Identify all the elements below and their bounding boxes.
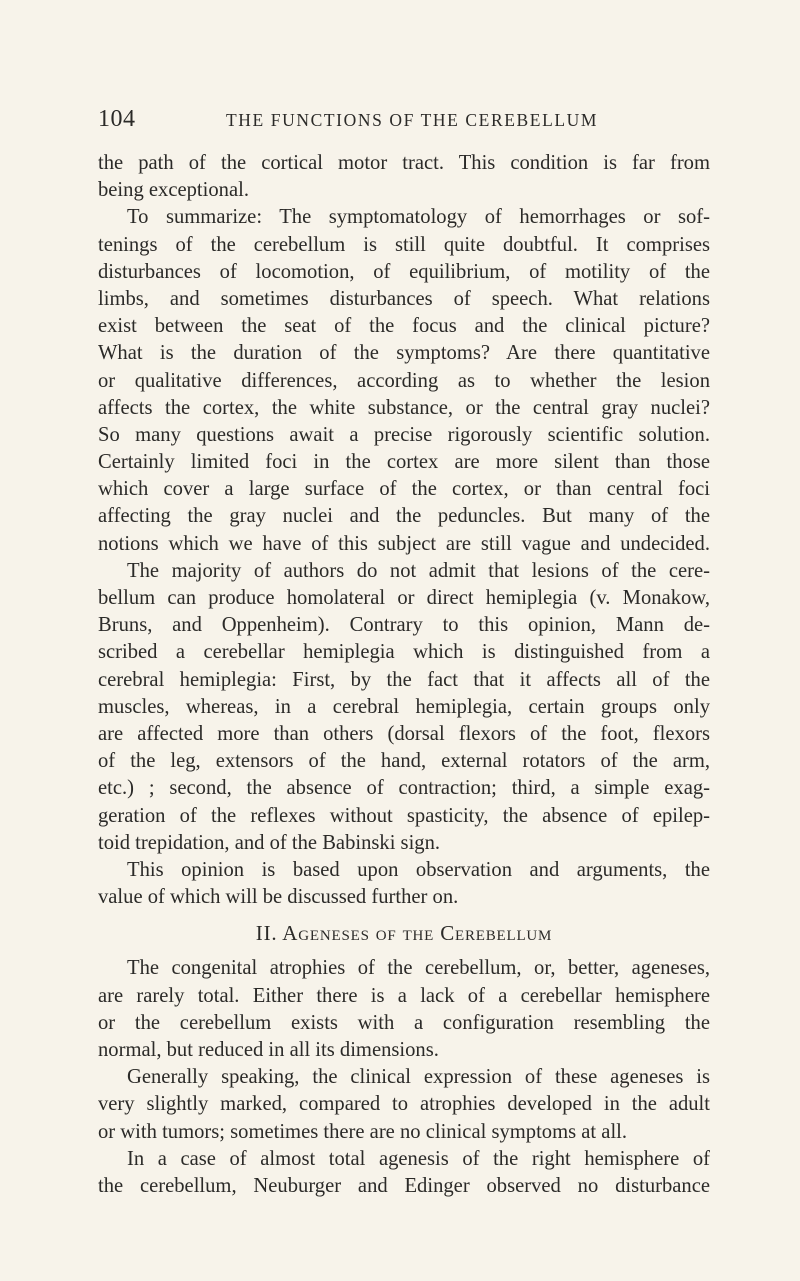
text-line: disturbances of locomotion, of equilibrium, of motility of the (98, 260, 710, 283)
text-line: or the cerebellum exists with a configuration resembling the (98, 1011, 710, 1034)
text-line: geration of the reflexes without spasticity, the absence of epilep- (98, 804, 710, 827)
text-line: or qualitative differences, according as to whether the lesion (98, 369, 710, 392)
section-heading: II. Ageneses of the Cerebellum (255, 921, 553, 946)
text-line: cerebral hemiplegia: First, by the fact that it affects all of the (98, 668, 710, 691)
paragraph-3 (98, 558, 710, 857)
text-line: Bruns, and Oppenheim). Contrary to this opinion, Mann de- (98, 614, 710, 637)
text-line: are rarely total. Either there is a lack of a cerebellar hemisphere (98, 984, 710, 1007)
text-line: affects the cortex, the white substance, or the central gray nuclei? (98, 396, 710, 419)
text-line: So many questions await a precise rigorously scientific solution. (98, 423, 710, 446)
text-line: notions which we have of this subject are still vague and undecided. (98, 532, 710, 555)
text-line: In a case of almost total agenesis of the right hemisphere of (127, 1147, 710, 1170)
text-line: being exceptional. (98, 179, 249, 202)
text-line: tenings of the cerebellum is still quite doubtful. It comprises (98, 233, 710, 256)
paragraph-5 (98, 955, 710, 1064)
text-line: scribed a cerebellar hemiplegia which is distinguished from a (98, 641, 710, 664)
text-line: very slightly marked, compared to atrophies developed in the adult (98, 1093, 710, 1116)
paragraph-2 (98, 204, 710, 557)
text-line: bellum can produce homolateral or direct hemiplegia (v. Monakow, (98, 587, 710, 609)
page-number: 104 (98, 106, 136, 132)
paragraph-1 (98, 150, 710, 204)
text-line: Certainly limited foci in the cortex are more silent than those (98, 451, 710, 474)
body-text (98, 150, 710, 1200)
text-line: Generally speaking, the clinical expression of these ageneses is (127, 1066, 710, 1089)
text-line: This opinion is based upon observation and arguments, the (127, 858, 710, 881)
text-line: value of which will be discussed further on. (98, 886, 459, 909)
text-line: of the leg, extensors of the hand, external rotators of the arm, (98, 750, 710, 773)
text-line: are affected more than others (dorsal flexors of the foot, flexors (98, 722, 710, 745)
text-line: or with tumors; sometimes there are no clinical symptoms at all. (98, 1120, 628, 1143)
text-line: the cerebellum, Neuburger and Edinger observed no disturbance (98, 1174, 710, 1197)
text-line: which cover a large surface of the cortex, or than central foci (98, 478, 710, 501)
paragraph-4 (98, 857, 710, 911)
paragraph-6 (98, 1064, 710, 1146)
text-line: normal, but reduced in all its dimensions. (98, 1039, 439, 1061)
text-line: etc.) ; second, the absence of contraction; third, a simple exag- (98, 777, 710, 800)
text-line: limbs, and sometimes disturbances of speech. What relations (98, 287, 710, 310)
text-line: the path of the cortical motor tract. This condition is far from (98, 152, 710, 174)
text-line: muscles, whereas, in a cerebral hemiplegia, certain groups only (98, 695, 710, 718)
paragraph-7 (98, 1146, 710, 1200)
text-line: affecting the gray nuclei and the peduncles. But many of the (98, 505, 710, 528)
text-line: To summarize: The symptomatology of hemorrhages or sof- (127, 206, 710, 229)
text-line: toid trepidation, and of the Babinski sign. (98, 831, 441, 854)
text-line: The majority of authors do not admit that lesions of the cere- (127, 559, 710, 582)
text-line: What is the duration of the symptoms? Are there quantitative (98, 342, 710, 365)
running-title: THE FUNCTIONS OF THE CEREBELLUM (226, 110, 599, 130)
text-line: exist between the seat of the focus and the clinical picture? (98, 315, 710, 338)
text-line: The congenital atrophies of the cerebellum, or, better, ageneses, (127, 957, 710, 980)
page-header (98, 104, 718, 134)
